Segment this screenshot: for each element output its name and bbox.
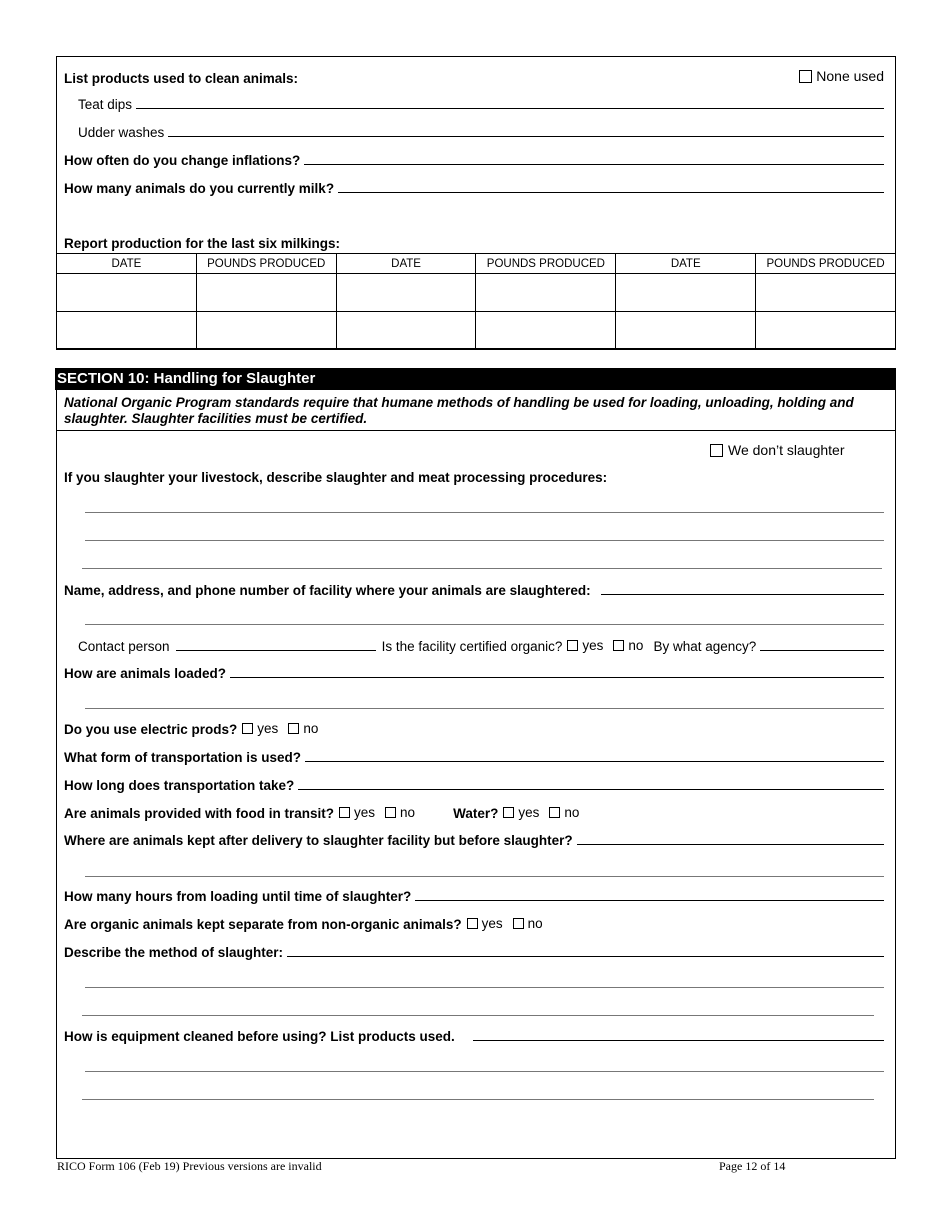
- inflations-question: How often do you change inflations?: [64, 153, 301, 168]
- table-cell[interactable]: [476, 312, 616, 350]
- facility-field[interactable]: [601, 582, 884, 595]
- production-label: Report production for the last six milkings:: [64, 236, 341, 251]
- prods-row: [64, 721, 884, 739]
- no-slaughter-checkbox[interactable]: [710, 444, 723, 457]
- answer-line[interactable]: [82, 568, 882, 569]
- kept-question: Where are animals kept after delivery to slaughter facility but before slaughter?: [64, 833, 573, 848]
- separate-row: [64, 916, 884, 934]
- nop-notice: National Organic Program standards require that humane methods of handling be used for loading, unloading, holding and slaughter. Slaughter facilities must be certified.: [64, 395, 854, 426]
- table-cell[interactable]: [196, 312, 336, 350]
- page-number: Page 12 of 14: [719, 1159, 786, 1173]
- kept-field[interactable]: [577, 832, 884, 845]
- food-no-checkbox[interactable]: [385, 807, 396, 818]
- yes-label: yes: [518, 805, 540, 820]
- agency-field[interactable]: [760, 638, 884, 651]
- table-cell[interactable]: [336, 312, 476, 350]
- contact-label: Contact person: [78, 639, 170, 654]
- facility-row: [64, 582, 884, 600]
- udder-washes-label: Udder washes: [78, 125, 165, 140]
- none-used-checkbox[interactable]: [799, 70, 812, 83]
- no-label: no: [303, 721, 319, 736]
- method-question: Describe the method of slaughter:: [64, 945, 284, 960]
- clean-products-label: List products used to clean animals:: [64, 70, 299, 86]
- table-cell[interactable]: [756, 312, 896, 350]
- table-cell[interactable]: [57, 312, 197, 350]
- equipment-question: How is equipment cleaned before using? List products used.: [64, 1029, 455, 1044]
- transport-form-field[interactable]: [305, 749, 884, 762]
- facility-question: Name, address, and phone number of facility where your animals are slaughtered:: [64, 583, 591, 598]
- certified-yes-checkbox[interactable]: [567, 640, 578, 651]
- yes-label: yes: [257, 721, 279, 736]
- water-question: Water?: [453, 806, 499, 821]
- answer-line[interactable]: [85, 876, 884, 877]
- table-cell[interactable]: [57, 274, 197, 312]
- teat-dips-field[interactable]: [136, 96, 884, 109]
- loaded-row: [64, 665, 884, 683]
- no-slaughter-option: [710, 442, 844, 458]
- table-cell[interactable]: [336, 274, 476, 312]
- contact-row: [78, 638, 884, 656]
- food-water-row: [64, 805, 884, 823]
- hours-row: [64, 888, 884, 906]
- table-cell[interactable]: [476, 274, 616, 312]
- answer-line[interactable]: [85, 624, 884, 625]
- separate-yes-checkbox[interactable]: [467, 918, 478, 929]
- answer-line[interactable]: [85, 512, 884, 513]
- teat-dips-row: [78, 96, 884, 114]
- certified-question: Is the facility certified organic?: [381, 639, 563, 654]
- hours-field[interactable]: [415, 888, 884, 901]
- kept-row: [64, 832, 884, 850]
- inflations-field[interactable]: [304, 152, 884, 165]
- milk-count-field[interactable]: [338, 180, 884, 193]
- table-row: [57, 274, 896, 312]
- transport-time-row: [64, 777, 884, 795]
- loaded-field[interactable]: [230, 665, 884, 678]
- food-yes-checkbox[interactable]: [339, 807, 350, 818]
- none-used-label: None used: [816, 68, 884, 84]
- water-yes-checkbox[interactable]: [503, 807, 514, 818]
- teat-dips-label: Teat dips: [78, 97, 133, 112]
- describe-question: If you slaughter your livestock, describe slaughter and meat processing procedures:: [64, 470, 608, 485]
- table-cell[interactable]: [616, 274, 756, 312]
- form-id: RICO Form 106 (Feb 19) Previous versions are invalid: [57, 1159, 322, 1173]
- transport-time-question: How long does transportation take?: [64, 778, 295, 793]
- answer-line[interactable]: [85, 540, 884, 541]
- table-cell[interactable]: [196, 274, 336, 312]
- no-label: no: [628, 638, 644, 653]
- agency-question: By what agency?: [653, 639, 757, 654]
- separate-question: Are organic animals kept separate from non-organic animals?: [64, 917, 462, 932]
- transport-time-field[interactable]: [298, 777, 884, 790]
- no-slaughter-label: We don’t slaughter: [728, 442, 845, 458]
- date-header: DATE: [336, 254, 476, 274]
- answer-line[interactable]: [85, 987, 884, 988]
- equipment-row: [64, 1028, 884, 1046]
- no-label: no: [527, 916, 543, 931]
- no-label: no: [564, 805, 580, 820]
- pounds-header: POUNDS PRODUCED: [756, 254, 896, 274]
- udder-washes-row: [78, 124, 884, 142]
- table-cell[interactable]: [616, 312, 756, 350]
- method-row: [64, 944, 884, 962]
- answer-line[interactable]: [82, 1099, 874, 1100]
- transport-form-row: [64, 749, 884, 767]
- notice-divider: [56, 430, 896, 431]
- water-no-checkbox[interactable]: [549, 807, 560, 818]
- pounds-header: POUNDS PRODUCED: [476, 254, 616, 274]
- method-field[interactable]: [287, 944, 884, 957]
- section10-title: SECTION 10: Handling for Slaughter: [55, 368, 896, 390]
- milk-count-row: [64, 180, 884, 198]
- prods-question: Do you use electric prods?: [64, 722, 238, 737]
- separate-no-checkbox[interactable]: [513, 918, 524, 929]
- clean-products-row: [64, 68, 884, 86]
- inflations-row: [64, 152, 884, 170]
- date-header: DATE: [616, 254, 756, 274]
- prods-no-checkbox[interactable]: [288, 723, 299, 734]
- table-row: [57, 312, 896, 350]
- transport-form-question: What form of transportation is used?: [64, 750, 302, 765]
- production-table: [56, 253, 896, 350]
- pounds-header: POUNDS PRODUCED: [196, 254, 336, 274]
- loaded-question: How are animals loaded?: [64, 666, 227, 681]
- milk-count-question: How many animals do you currently milk?: [64, 181, 335, 196]
- udder-washes-field[interactable]: [168, 124, 884, 137]
- answer-line[interactable]: [85, 708, 884, 709]
- answer-line[interactable]: [82, 1015, 874, 1016]
- equipment-field[interactable]: [473, 1028, 884, 1041]
- table-cell[interactable]: [756, 274, 896, 312]
- prods-yes-checkbox[interactable]: [242, 723, 253, 734]
- no-label: no: [400, 805, 416, 820]
- yes-label: yes: [481, 916, 503, 931]
- answer-line[interactable]: [85, 1071, 884, 1072]
- certified-no-checkbox[interactable]: [613, 640, 624, 651]
- food-question: Are animals provided with food in transit?: [64, 806, 335, 821]
- yes-label: yes: [582, 638, 604, 653]
- hours-question: How many hours from loading until time of slaughter?: [64, 889, 412, 904]
- yes-label: yes: [354, 805, 376, 820]
- contact-field[interactable]: [176, 638, 376, 651]
- date-header: DATE: [57, 254, 197, 274]
